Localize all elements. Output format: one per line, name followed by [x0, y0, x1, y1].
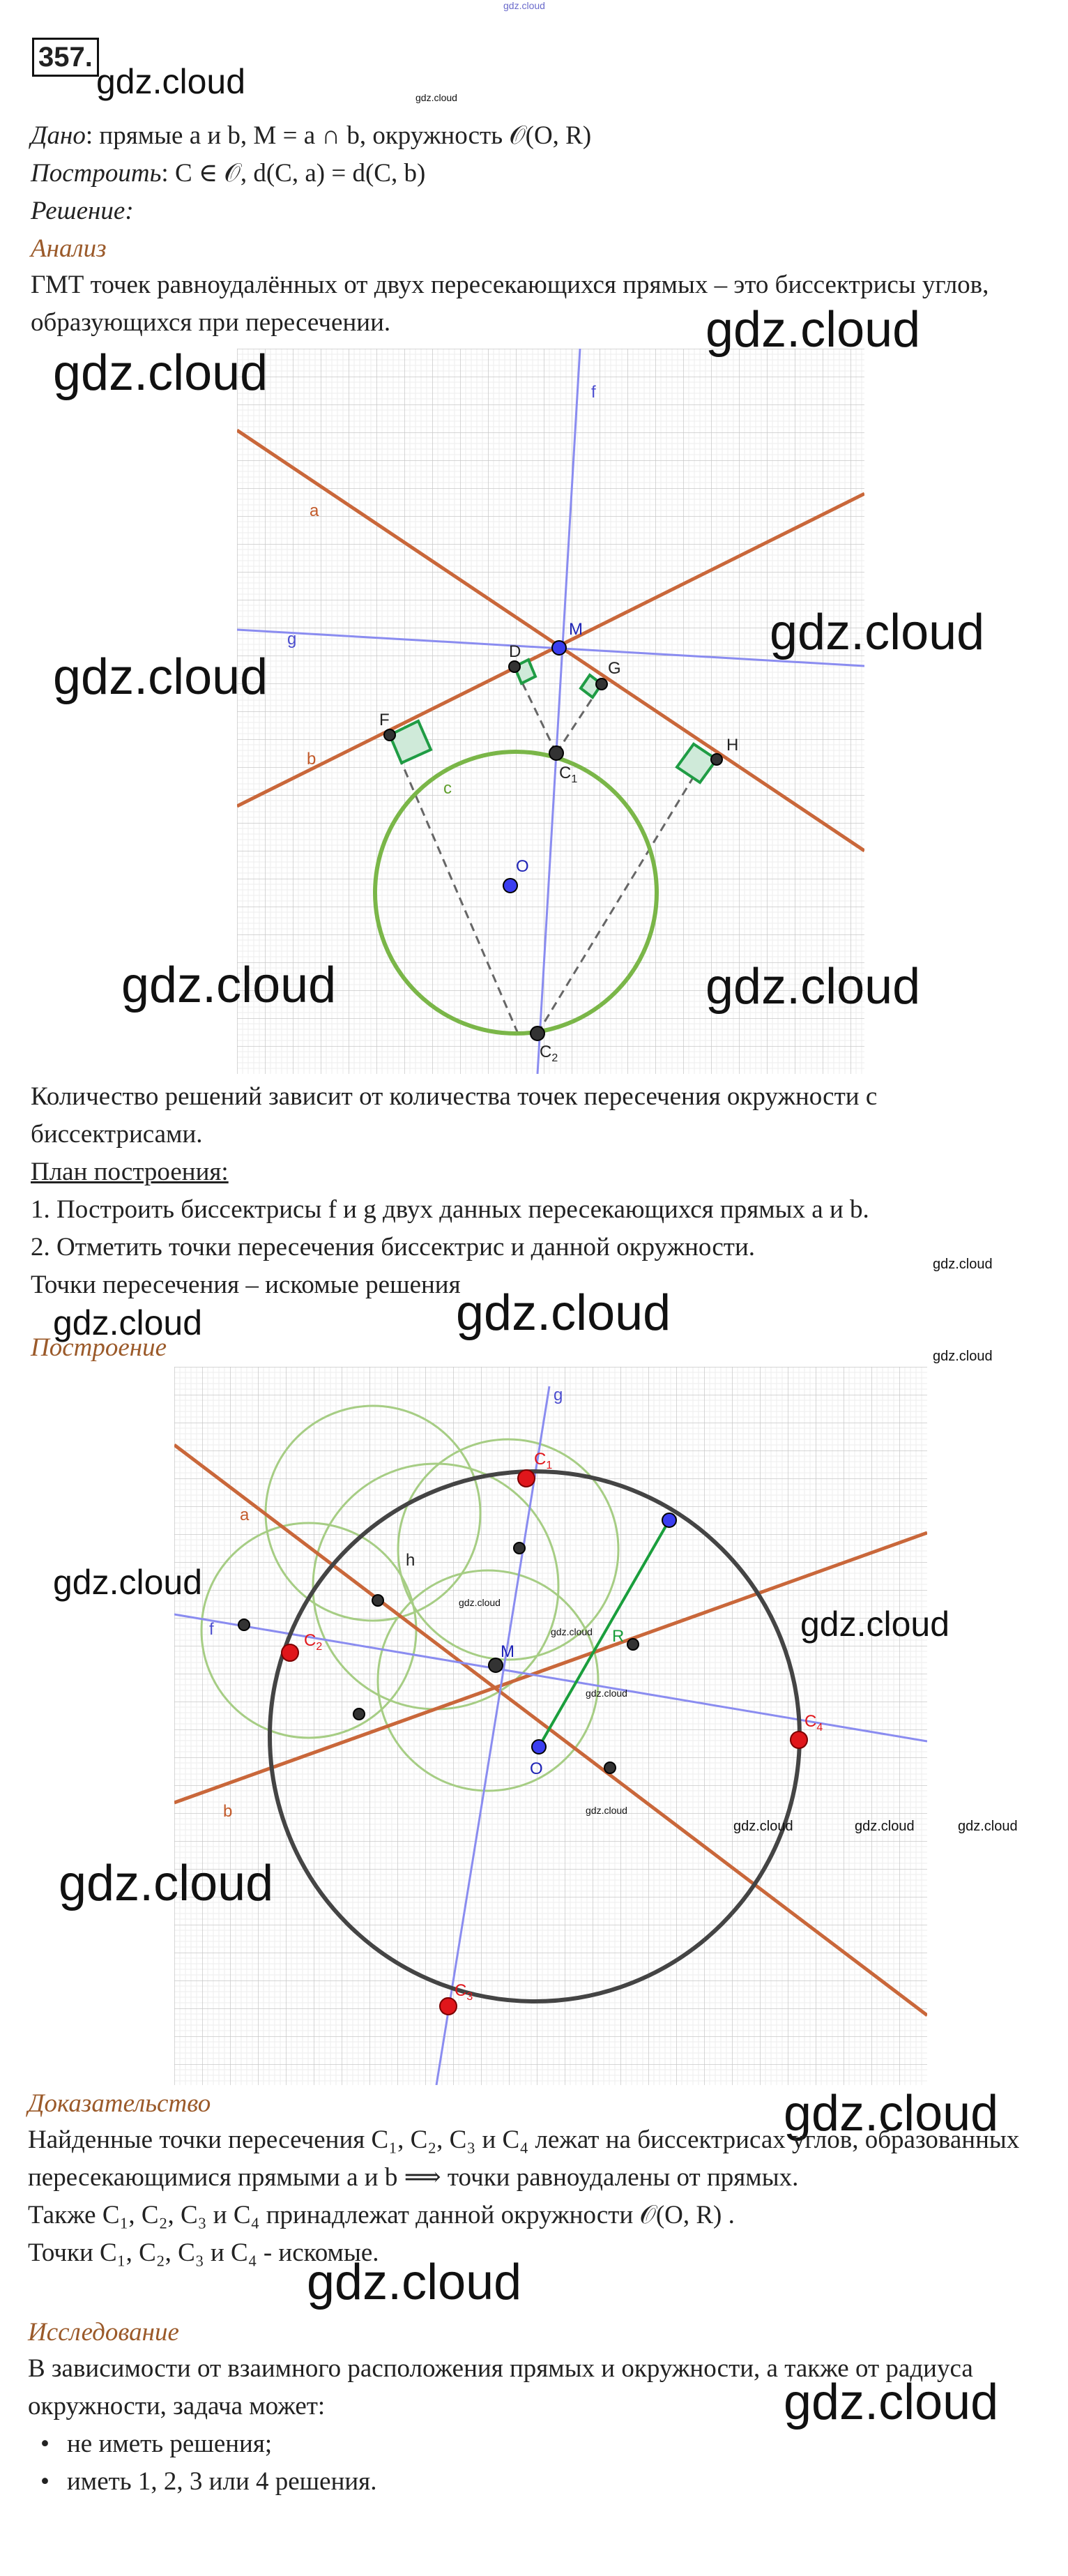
fig1-label-b: b [307, 750, 316, 768]
fig1-label-O: O [516, 857, 529, 876]
watermark-small-3: gdz.cloud [733, 1819, 793, 1834]
construct-label: Построить [31, 159, 162, 188]
watermark-small-5: gdz.cloud [958, 1819, 1018, 1834]
watermark-mid-1: gdz.cloud [456, 1285, 671, 1341]
proof-line-1: Найденные точки пересечения C₁, C₂, C₃ и C₄ лежат на биссектрисах углов, образованных [28, 2126, 1020, 2154]
watermark-small-1: gdz.cloud [933, 1257, 993, 1272]
watermark-tiny-2: gdz.cloud [551, 1626, 593, 1637]
construct-text: : C ∈ 𝒪, d(C, a) = d(C, b) [161, 159, 426, 188]
fig2-label-C2: $C_2$ [304, 1631, 323, 1653]
solution-label: Решение: [31, 197, 134, 225]
watermark-proof: gdz.cloud [784, 2086, 999, 2142]
fig2-label-a: a [240, 1506, 250, 1524]
watermark-small-2: gdz.cloud [933, 1349, 993, 1364]
fig1-label-g: g [287, 630, 297, 649]
proof-line-4: Точки C₁, C₂, C₃ и C₄ - искомые. [28, 2238, 379, 2267]
fig2-label-g: g [554, 1386, 563, 1404]
construction-figure [174, 1367, 927, 2085]
watermark-tiny-3: gdz.cloud [586, 1688, 627, 1699]
analysis-line-1: ГМТ точек равноудалённых от двух пересекающихся прямых – это биссектрисы углов, [31, 271, 989, 299]
construct-line [31, 158, 425, 190]
watermark-fig1-f: gdz.cloud [705, 959, 921, 1015]
proof-line-3: Также C₁, C₂, C₃ и C₄ принадлежат данной окружности 𝒪(O, R) . [28, 2201, 735, 2229]
watermark-fig2-a: gdz.cloud [53, 1563, 203, 1602]
construction-title: Построение [31, 1333, 167, 1362]
given-line [31, 120, 591, 152]
watermark-mid-2: gdz.cloud [53, 1303, 203, 1342]
research-list [28, 2428, 376, 2498]
watermark-fig1-b: gdz.cloud [705, 302, 921, 358]
fig2-label-R: R [612, 1627, 625, 1646]
watermark-research: gdz.cloud [784, 2374, 999, 2430]
given-label: Дано [31, 121, 86, 150]
research-title: Исследование [28, 2318, 179, 2347]
fig1-label-F: F [379, 711, 390, 729]
fig2-label-C4: $C_4$ [804, 1712, 823, 1734]
fig2-label-O: O [530, 1759, 543, 1778]
watermark-fig1-a: gdz.cloud [53, 345, 268, 401]
watermark-tiny-1: gdz.cloud [459, 1597, 501, 1608]
fig1-label-D: D [509, 642, 521, 661]
count-line-2: биссектрисами. [31, 1120, 203, 1149]
watermark-fig2-c: gdz.cloud [59, 1856, 274, 1911]
fig1-label-a: a [310, 501, 319, 520]
fig1-label-H: H [726, 736, 739, 755]
analysis-title: Анализ [31, 234, 107, 263]
fig1-label-f: f [591, 383, 596, 402]
plan-step-1: 1. Построить биссектрисы f и g двух данных пересекающихся прямых a и b. [31, 1195, 869, 1224]
research-line-1: В зависимости от взаимного расположения прямых и окружности, а также от радиуса [28, 2354, 973, 2383]
research-item-2: • иметь 1, 2, 3 или 4 решения. [28, 2466, 376, 2498]
plan-step-2: 2. Отметить точки пересечения биссектрис и данной окружности. [31, 1233, 755, 1262]
fig1-label-C2: $C_2$ [540, 1043, 558, 1064]
watermark-fig1-e: gdz.cloud [121, 957, 337, 1013]
watermark-fig2-b: gdz.cloud [800, 1605, 950, 1644]
fig2-label-h: h [406, 1551, 415, 1570]
analysis-line-2: образующихся при пересечении. [31, 308, 391, 337]
watermark-header: gdz.cloud [96, 62, 246, 101]
research-line-2: окружности, задача может: [28, 2392, 326, 2420]
watermark-proof-2: gdz.cloud [307, 2255, 522, 2310]
proof-title: Доказательство [28, 2089, 211, 2118]
fig2-label-C3: $C_3$ [455, 1981, 473, 2003]
problem-number: 357. [32, 38, 99, 77]
watermark-fig1-d: gdz.cloud [770, 605, 985, 660]
fig1-label-C1: $C_1$ [559, 764, 578, 785]
proof-line-2: пересекающимися прямыми a и b ⟹ точки равноудалены от прямых. [28, 2163, 799, 2192]
points-text: Точки пересечения – искомые решения [31, 1271, 461, 1299]
watermark-tiny-4: gdz.cloud [586, 1805, 627, 1816]
fig2-label-M: M [501, 1642, 514, 1661]
fig2-label-f: f [209, 1620, 214, 1639]
fig1-label-c: c [443, 779, 452, 798]
plan-title: План построения: [31, 1158, 229, 1186]
fig2-label-C1: $C_1$ [534, 1450, 553, 1471]
top-watermark: gdz.cloud [503, 0, 545, 11]
fig1-label-G: G [608, 659, 621, 678]
fig2-label-b: b [223, 1802, 233, 1821]
count-line-1: Количество решений зависит от количества точек пересечения окружности с [31, 1082, 878, 1111]
watermark-tiny-header: gdz.cloud [415, 92, 457, 103]
fig1-label-M: M [569, 620, 583, 639]
given-text: : прямые a и b, M = a ∩ b, окружность 𝒪(O, R) [85, 121, 592, 150]
research-item-1: • не иметь решения; [28, 2428, 376, 2460]
watermark-small-4: gdz.cloud [855, 1819, 915, 1834]
watermark-fig1-c: gdz.cloud [53, 649, 268, 705]
